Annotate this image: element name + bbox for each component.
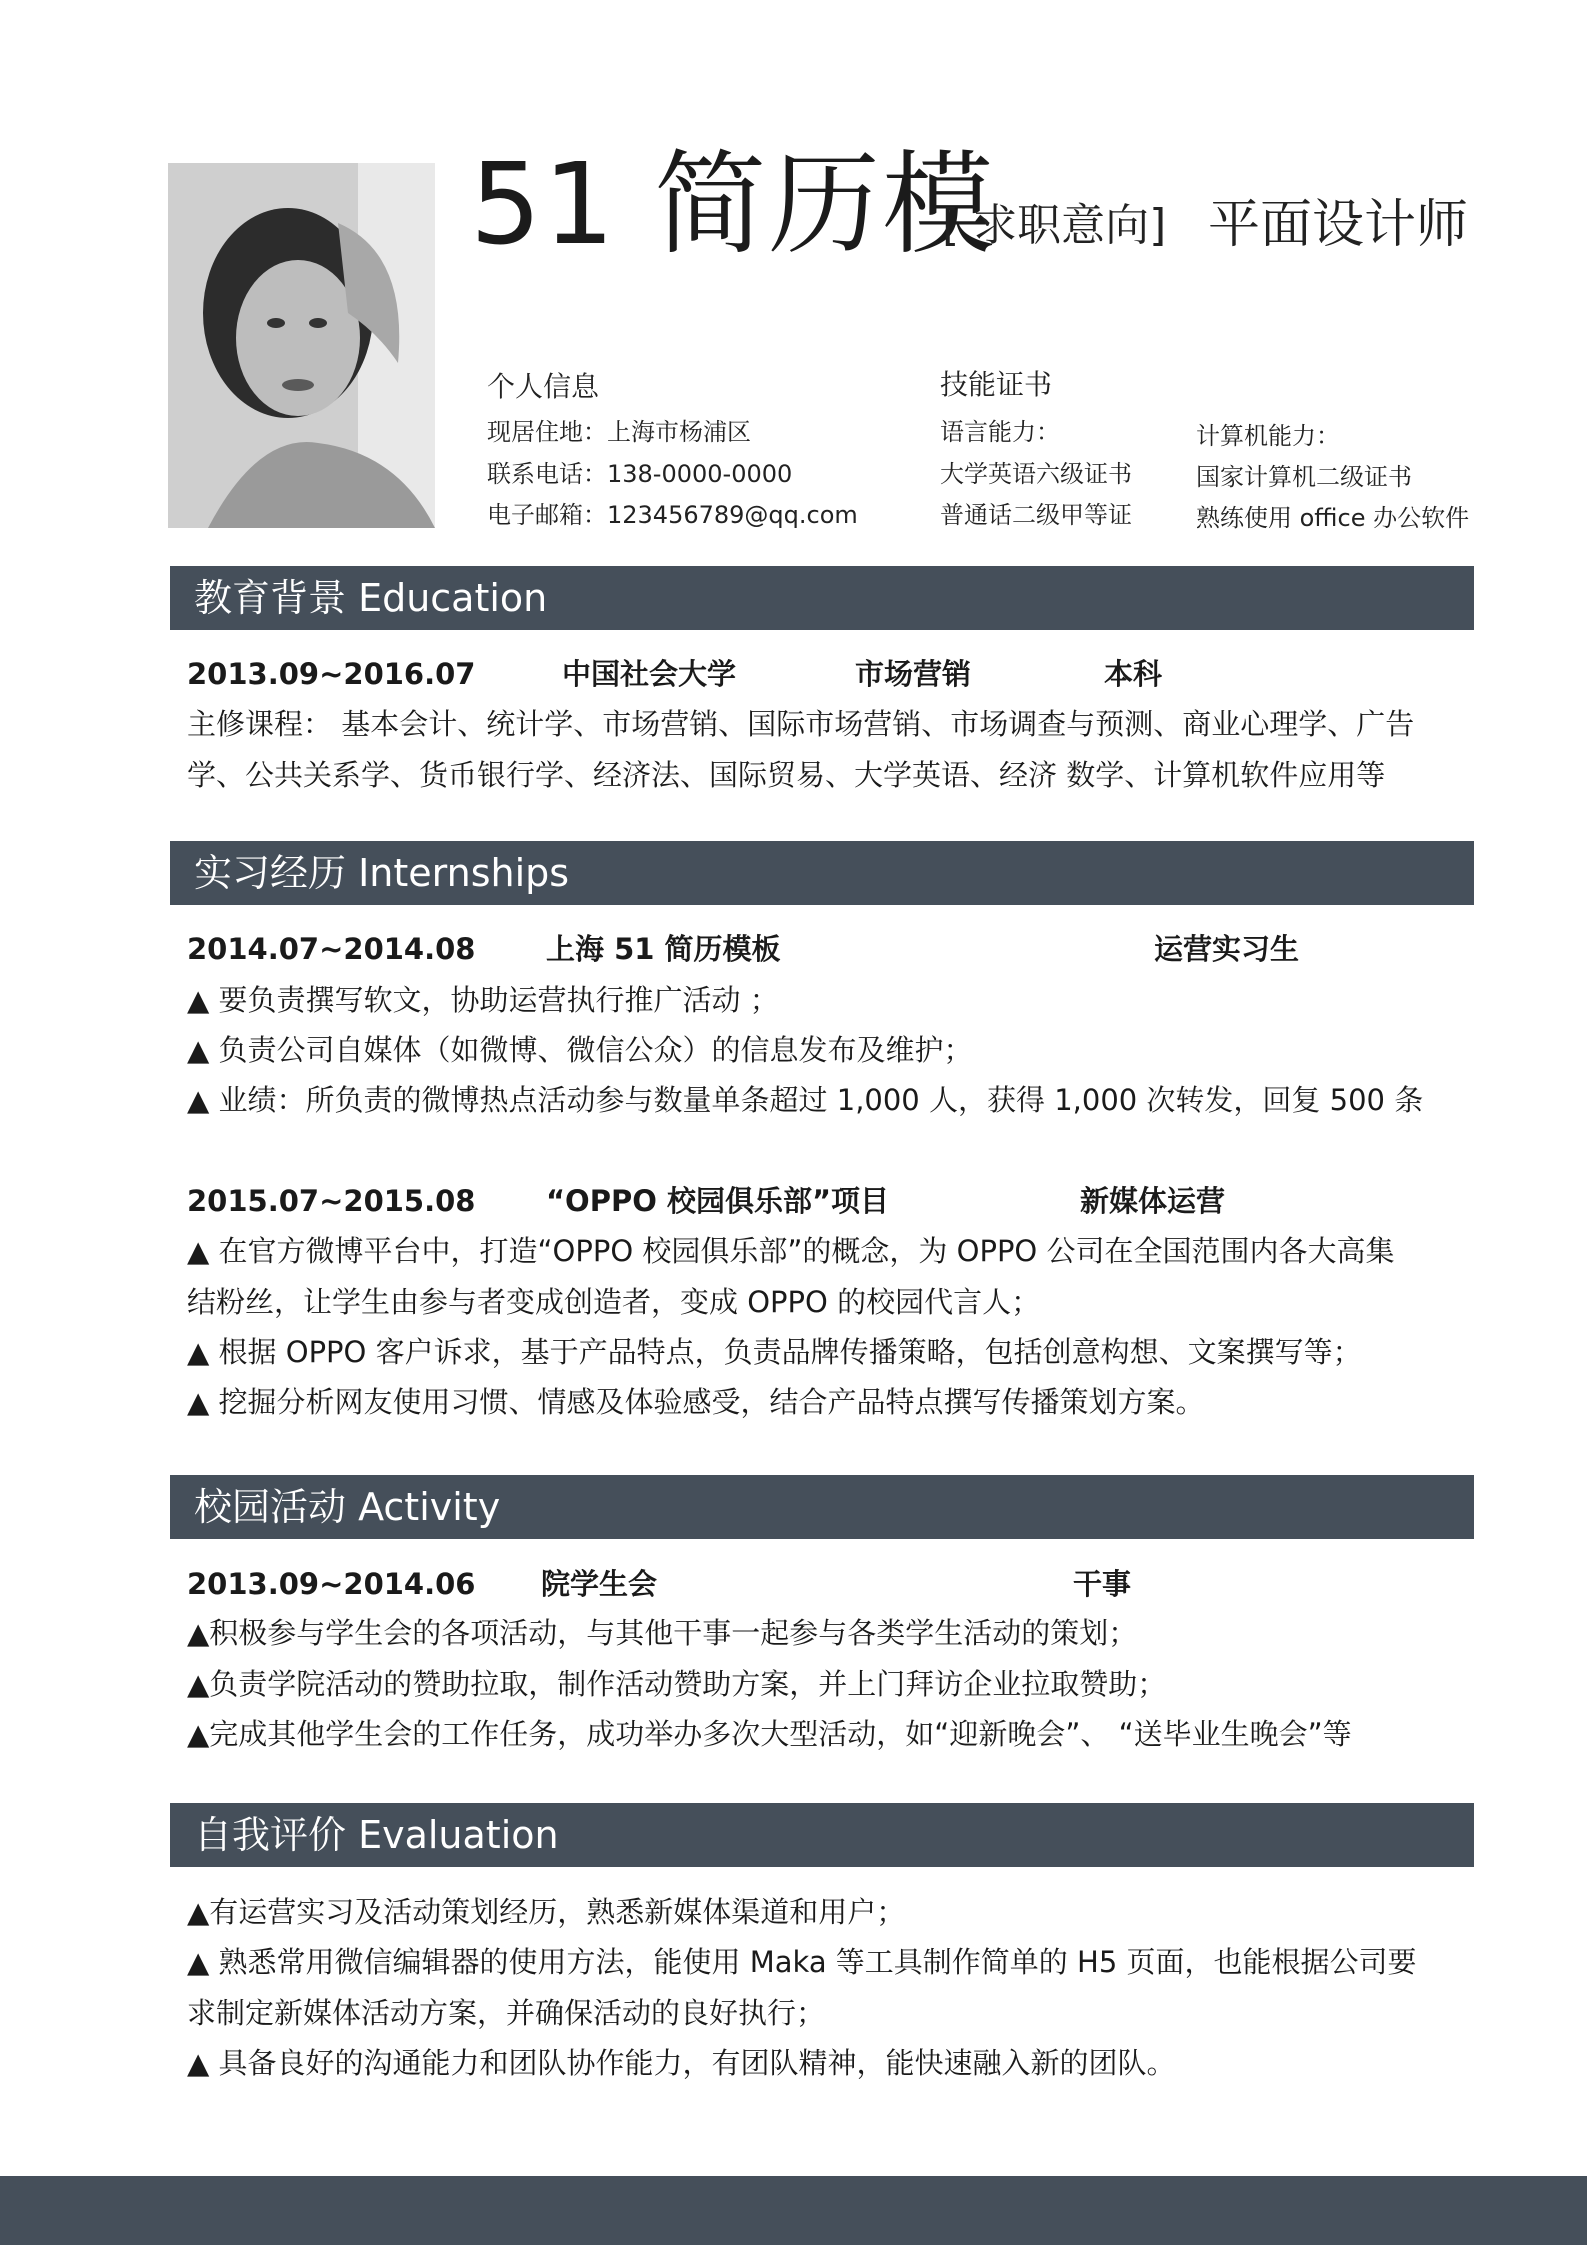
internship-2-date: 2015.07~2015.08 (187, 1184, 476, 1218)
education-major: 市场营销 (855, 657, 972, 691)
education-date: 2013.09~2016.07 (187, 657, 476, 691)
internship-2-line-1: ▲ 在官方微博平台中，打造“OPPO 校园俱乐部”的概念，为 OPPO 公司在全国范围内各大高集 (187, 1234, 1395, 1268)
objective-label: [ 求职意向] (942, 200, 1167, 251)
skills-computer-1: 国家计算机二级证书 (1196, 463, 1412, 491)
personal-address: 现居住地：上海市杨浦区 (487, 418, 751, 446)
evaluation-line-1: ▲有运营实习及活动策划经历，熟悉新媒体渠道和用户； (187, 1895, 906, 1929)
skills-language-2: 普通话二级甲等证 (940, 501, 1132, 529)
evaluation-line-3: 求制定新媒体活动方案，并确保活动的良好执行； (187, 1996, 826, 2030)
footer-bar (0, 2176, 1587, 2245)
education-courses-line-2: 学、公共关系学、货币银行学、经济法、国际贸易、大学英语、经济 数学、计算机软件应用等 (187, 758, 1386, 792)
job-title: 平面设计师 (1208, 195, 1469, 255)
activity-line-3: ▲完成其他学生会的工作任务，成功举办多次大型活动，如“迎新晚会”、 “送毕业生晚会”等 (187, 1717, 1352, 1751)
internship-1-role: 运营实习生 (1154, 932, 1300, 966)
evaluation-line-4: ▲ 具备良好的沟通能力和团队协作能力，有团队精神，能快速融入新的团队。 (187, 2046, 1176, 2080)
section-activity (170, 1475, 1474, 1539)
activity-line-2: ▲负责学院活动的赞助拉取，制作活动赞助方案，并上门拜访企业拉取赞助； (187, 1667, 1167, 1701)
activity-org: 院学生会 (541, 1567, 658, 1601)
section-evaluation (170, 1803, 1474, 1867)
skills-computer-2: 熟练使用 office 办公软件 (1196, 504, 1470, 532)
section-education (170, 566, 1474, 630)
personal-phone: 联系电话：138-0000-0000 (487, 460, 793, 488)
resume-title: 51 简历模 (470, 140, 997, 270)
internship-1-line-1: ▲ 要负责撰写软文，协助运营执行推广活动 ； (187, 983, 779, 1017)
skills-heading: 技能证书 (940, 368, 1053, 401)
skills-language-1: 大学英语六级证书 (940, 460, 1132, 488)
internship-1-line-2: ▲ 负责公司自媒体（如微博、微信公众）的信息发布及维护； (187, 1033, 973, 1067)
internship-1-date: 2014.07~2014.08 (187, 932, 476, 966)
section-internships (170, 841, 1474, 905)
section-internships-title: 实习经历 Internships (194, 851, 570, 895)
internship-2-line-3: ▲ 根据 OPPO 客户诉求，基于产品特点，负责品牌传播策略，包括创意构想、文案撰写等； (187, 1335, 1362, 1369)
activity-role: 干事 (1073, 1567, 1132, 1601)
internship-2-line-4: ▲ 挖掘分析网友使用习惯、情感及体验感受，结合产品特点撰写传播策划方案。 (187, 1385, 1205, 1419)
skills-language-label: 语言能力： (940, 418, 1060, 446)
skills-computer-label: 计算机能力： (1196, 422, 1340, 450)
section-education-title: 教育背景 Education (194, 576, 548, 620)
evaluation-line-2: ▲ 熟悉常用微信编辑器的使用方法，能使用 Maka 等工具制作简单的 H5 页面，也能根据公司要 (187, 1945, 1417, 1979)
education-degree: 本科 (1104, 657, 1163, 691)
education-courses-line-1: 主修课程： 基本会计、统计学、市场营销、国际市场营销、市场调查与预测、商业心理学、广告 (187, 707, 1415, 741)
internship-2-line-2: 结粉丝，让学生由参与者变成创造者，变成 OPPO 的校园代言人； (187, 1285, 1041, 1319)
internship-1-line-3: ▲ 业绩：所负责的微博热点活动参与数量单条超过 1,000 人，获得 1,000 次转发，回复 500 条 (187, 1083, 1424, 1117)
internship-2-role: 新媒体运营 (1080, 1184, 1226, 1218)
internship-1-company: 上海 51 简历模板 (546, 932, 781, 966)
profile-photo (168, 163, 435, 528)
education-school: 中国社会大学 (562, 657, 737, 691)
activity-line-1: ▲积极参与学生会的各项活动，与其他干事一起参与各类学生活动的策划； (187, 1616, 1138, 1650)
section-evaluation-title: 自我评价 Evaluation (194, 1813, 559, 1857)
activity-date: 2013.09~2014.06 (187, 1567, 476, 1601)
section-activity-title: 校园活动 Activity (194, 1485, 501, 1529)
personal-info-heading: 个人信息 (487, 370, 600, 403)
internship-2-company: “OPPO 校园俱乐部”项目 (546, 1184, 890, 1218)
personal-email: 电子邮箱：123456789@qq.com (487, 501, 858, 529)
